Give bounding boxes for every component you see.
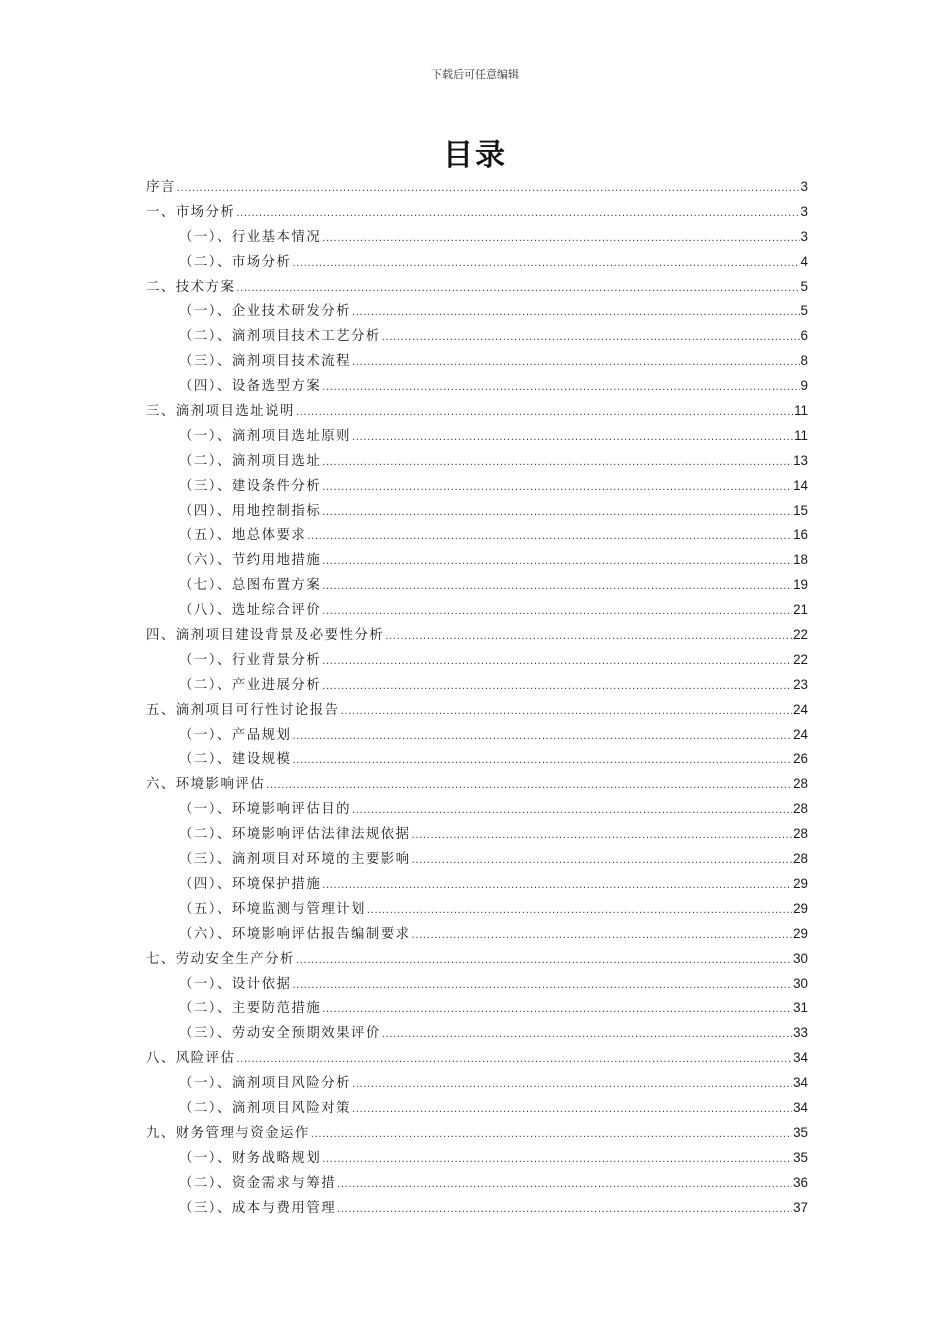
toc-entry[interactable]: [146, 250, 808, 275]
toc-entry-label: 四、滴剂项目建设背景及必要性分析: [146, 628, 385, 644]
toc-dot-leader: [322, 998, 792, 1021]
toc-entry-label: （八）、选址综合评价: [179, 603, 322, 619]
toc-entry-page-number: 11: [794, 427, 808, 443]
toc-entry[interactable]: [146, 1121, 808, 1146]
toc-dot-leader: [266, 774, 792, 797]
toc-entry[interactable]: [146, 175, 808, 200]
toc-entry-page-number: 5: [800, 278, 808, 294]
toc-dot-leader: [296, 401, 793, 424]
toc-entry-page-number: 26: [793, 751, 808, 767]
toc-dot-leader: [236, 1048, 792, 1071]
toc-entry[interactable]: [146, 847, 808, 872]
toc-entry[interactable]: [146, 623, 808, 648]
toc-dot-leader: [412, 824, 793, 847]
toc-dot-leader: [322, 675, 792, 698]
toc-entry-label: （三）、成本与费用管理: [179, 1200, 337, 1216]
toc-dot-leader: [292, 252, 799, 275]
toc-entry-label: （七）、总图布置方案: [179, 578, 322, 594]
toc-entry[interactable]: [146, 897, 808, 922]
toc-entry-page-number: 35: [793, 1124, 808, 1140]
toc-entry-label: 七、劳动安全生产分析: [146, 951, 295, 967]
toc-dot-leader: [337, 1198, 792, 1221]
toc-entry-label: （一）、财务战略规划: [179, 1150, 322, 1166]
toc-entry[interactable]: [146, 922, 808, 947]
toc-entry-label: （一）、设计依据: [179, 976, 292, 992]
toc-entry-page-number: 34: [793, 1099, 808, 1115]
toc-entry-label: （四）、设备选型方案: [179, 379, 322, 395]
toc-entry-label: （五）、环境监测与管理计划: [179, 901, 366, 917]
toc-entry-page-number: 30: [793, 950, 808, 966]
toc-dot-leader: [352, 301, 800, 324]
toc-dot-leader: [322, 874, 792, 897]
toc-entry[interactable]: [146, 772, 808, 797]
toc-entry-label: （二）、滴剂项目风险对策: [179, 1100, 351, 1116]
toc-entry-label: （二）、建设规模: [179, 752, 292, 768]
toc-entry[interactable]: [146, 1071, 808, 1096]
toc-entry[interactable]: [146, 797, 808, 822]
toc-entry-page-number: 22: [793, 627, 808, 643]
toc-entry-page-number: 30: [793, 975, 808, 991]
toc-entry-label: （一）、滴剂项目风险分析: [179, 1076, 351, 1092]
toc-entry-label: （六）、节约用地措施: [179, 553, 322, 569]
toc-dot-leader: [337, 1173, 792, 1196]
toc-entry-page-number: 22: [793, 651, 808, 667]
toc-entry-label: （六）、环境影响评估报告编制要求: [179, 926, 411, 942]
toc-dot-leader: [236, 277, 799, 300]
toc-entry-label: （二）、滴剂项目选址: [179, 453, 322, 469]
toc-entry[interactable]: [146, 399, 808, 424]
toc-entry-label: （一）、行业背景分析: [179, 652, 322, 668]
toc-entry-page-number: 11: [794, 403, 808, 419]
toc-dot-leader: [352, 1073, 792, 1096]
toc-entry-label: （三）、建设条件分析: [179, 478, 322, 494]
toc-entry-label: （二）、环境影响评估法律法规依据: [179, 827, 411, 843]
table-of-contents: [146, 175, 808, 1220]
toc-entry[interactable]: [146, 1171, 808, 1196]
toc-entry[interactable]: [146, 225, 808, 250]
toc-entry-label: 二、技术方案: [146, 279, 236, 295]
toc-entry-label: （二）、市场分析: [179, 254, 292, 270]
toc-entry-label: （一）、企业技术研发分析: [179, 304, 351, 320]
toc-entry-page-number: 15: [793, 502, 808, 518]
toc-entry[interactable]: [146, 573, 808, 598]
toc-entry[interactable]: [146, 1046, 808, 1071]
toc-entry-page-number: 29: [793, 875, 808, 891]
toc-dot-leader: [367, 899, 792, 922]
toc-entry[interactable]: [146, 374, 808, 399]
toc-dot-leader: [307, 525, 792, 548]
toc-dot-leader: [292, 974, 792, 997]
toc-entry-label: （三）、滴剂项目对环境的主要影响: [179, 852, 411, 868]
toc-entry[interactable]: [146, 1196, 808, 1221]
toc-entry-page-number: 21: [793, 602, 808, 618]
toc-dot-leader: [177, 177, 800, 200]
toc-entry[interactable]: [146, 673, 808, 698]
toc-entry-page-number: 14: [793, 477, 808, 493]
toc-entry-page-number: 24: [793, 701, 808, 717]
toc-entry-page-number: 36: [793, 1174, 808, 1190]
toc-dot-leader: [341, 700, 793, 723]
toc-entry[interactable]: [146, 972, 808, 997]
toc-entry-page-number: 5: [800, 303, 808, 319]
toc-dot-leader: [412, 849, 793, 872]
toc-dot-leader: [352, 1098, 792, 1121]
toc-entry-page-number: 35: [793, 1149, 808, 1165]
toc-entry-label: 九、财务管理与资金运作: [146, 1125, 310, 1141]
toc-dot-leader: [292, 725, 792, 748]
toc-entry-page-number: 23: [793, 676, 808, 692]
toc-entry-label: 一、市场分析: [146, 204, 236, 220]
toc-entry-page-number: 34: [793, 1075, 808, 1091]
toc-entry[interactable]: [146, 1021, 808, 1046]
toc-entry[interactable]: [146, 1146, 808, 1171]
toc-entry[interactable]: [146, 996, 808, 1021]
toc-entry-page-number: 8: [800, 353, 808, 369]
toc-dot-leader: [322, 600, 792, 623]
toc-dot-leader: [382, 1023, 792, 1046]
toc-entry-page-number: 9: [800, 378, 808, 394]
toc-entry-page-number: 4: [800, 253, 808, 269]
toc-entry-page-number: 28: [793, 801, 808, 817]
toc-entry[interactable]: [146, 474, 808, 499]
toc-entry[interactable]: [146, 698, 808, 723]
toc-entry[interactable]: [146, 747, 808, 772]
toc-entry-page-number: 28: [793, 851, 808, 867]
page-header-note: 下载后可任意编辑: [431, 68, 519, 81]
toc-dot-leader: [292, 749, 792, 772]
toc-entry-label: （一）、环境影响评估目的: [179, 802, 351, 818]
toc-dot-leader: [322, 575, 792, 598]
toc-entry-label: （二）、主要防范措施: [179, 1001, 322, 1017]
toc-entry[interactable]: [146, 822, 808, 847]
page-title: 目录: [443, 138, 507, 173]
toc-entry[interactable]: [146, 598, 808, 623]
toc-entry-page-number: 33: [793, 1025, 808, 1041]
toc-entry-label: （一）、滴剂项目选址原则: [179, 428, 351, 444]
toc-entry-label: （二）、产业进展分析: [179, 677, 322, 693]
toc-entry-label: （四）、环境保护措施: [179, 876, 322, 892]
toc-dot-leader: [412, 924, 793, 947]
toc-entry-label: （五）、地总体要求: [179, 528, 307, 544]
toc-entry-page-number: 19: [793, 577, 808, 593]
toc-entry-label: （二）、资金需求与筹措: [179, 1175, 337, 1191]
toc-entry-page-number: 3: [800, 179, 808, 194]
toc-entry-label: （四）、用地控制指标: [179, 503, 322, 519]
toc-dot-leader: [322, 451, 792, 474]
toc-entry-label: 三、滴剂项目选址说明: [146, 404, 295, 420]
toc-entry[interactable]: [146, 1096, 808, 1121]
toc-entry-label: 六、环境影响评估: [146, 777, 266, 793]
toc-entry-label: （三）、劳动安全预期效果评价: [179, 1026, 381, 1042]
toc-entry[interactable]: [146, 299, 808, 324]
toc-dot-leader: [382, 326, 800, 349]
toc-dot-leader: [322, 476, 792, 499]
toc-entry-label: （一）、行业基本情况: [179, 229, 322, 245]
toc-dot-leader: [322, 227, 799, 250]
toc-entry-page-number: 29: [793, 900, 808, 916]
toc-dot-leader: [322, 550, 792, 573]
toc-dot-leader: [352, 799, 792, 822]
toc-entry[interactable]: [146, 499, 808, 524]
toc-entry-page-number: 28: [793, 826, 808, 842]
toc-dot-leader: [311, 1123, 792, 1146]
toc-entry-page-number: 3: [800, 228, 808, 244]
toc-entry[interactable]: [146, 523, 808, 548]
toc-dot-leader: [322, 501, 792, 524]
toc-entry-page-number: 37: [793, 1199, 808, 1215]
toc-entry-label: （二）、滴剂项目技术工艺分析: [179, 329, 381, 345]
toc-entry[interactable]: [146, 872, 808, 897]
toc-dot-leader: [296, 949, 792, 972]
toc-entry[interactable]: [146, 648, 808, 673]
toc-dot-leader: [385, 625, 792, 648]
toc-entry[interactable]: [146, 947, 808, 972]
toc-entry[interactable]: [146, 275, 808, 300]
toc-entry-page-number: 34: [793, 1050, 808, 1066]
toc-entry-label: 序言: [146, 180, 176, 195]
toc-entry[interactable]: [146, 349, 808, 374]
toc-entry[interactable]: [146, 424, 808, 449]
toc-entry-page-number: 6: [800, 328, 808, 344]
toc-entry[interactable]: [146, 449, 808, 474]
toc-dot-leader: [322, 376, 799, 399]
toc-entry-page-number: 3: [800, 203, 808, 219]
toc-dot-leader: [322, 650, 792, 673]
toc-entry-page-number: 16: [793, 527, 808, 543]
toc-dot-leader: [236, 202, 799, 225]
toc-dot-leader: [322, 1148, 792, 1171]
toc-entry-label: 八、风险评估: [146, 1051, 236, 1067]
toc-dot-leader: [352, 426, 793, 449]
toc-entry[interactable]: [146, 200, 808, 225]
toc-entry-page-number: 24: [793, 726, 808, 742]
toc-entry-page-number: 18: [793, 552, 808, 568]
toc-dot-leader: [352, 351, 800, 374]
toc-entry[interactable]: [146, 324, 808, 349]
toc-entry[interactable]: [146, 723, 808, 748]
toc-entry-page-number: 29: [793, 925, 808, 941]
toc-entry[interactable]: [146, 548, 808, 573]
toc-entry-page-number: 31: [793, 1000, 808, 1016]
toc-entry-label: （三）、滴剂项目技术流程: [179, 354, 351, 370]
toc-entry-label: （一）、产品规划: [179, 727, 292, 743]
toc-entry-page-number: 28: [793, 776, 808, 792]
toc-entry-label: 五、滴剂项目可行性讨论报告: [146, 702, 340, 718]
toc-entry-page-number: 13: [793, 452, 808, 468]
